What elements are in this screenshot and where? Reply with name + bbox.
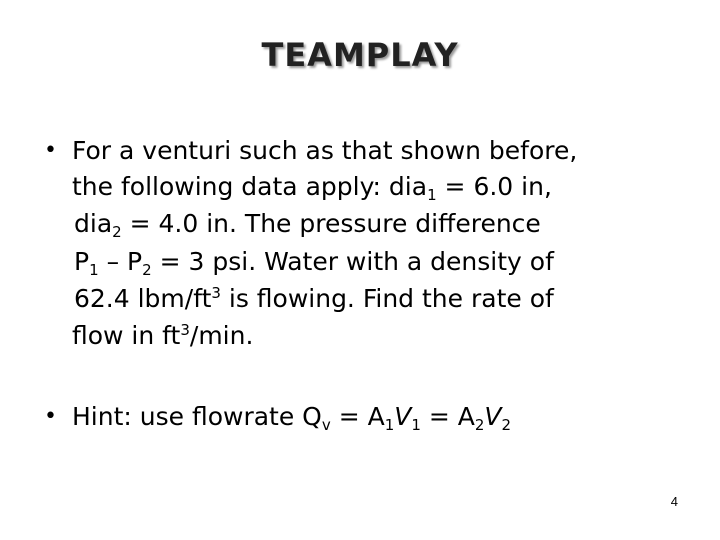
p1-symbol: P [74,247,90,276]
hint-eq-a2: = A [420,402,475,431]
problem-line-1-text: For a venturi such as that shown before, [72,136,578,165]
hint-line [72,398,511,436]
v1-subscript: 1 [411,416,421,434]
problem-line-5 [74,280,554,318]
slide-title: TEAMPLAY [261,36,459,74]
problem-line-4-text: = 3 psi. Water with a density of [151,247,554,276]
ft3-superscript: 3 [211,284,221,302]
problem-line-6 [72,317,253,355]
problem-line-5-text: 62.4 lbm/ft [74,284,212,313]
problem-line-5-tail: is flowing. Find the rate of [220,284,554,313]
qv-subscript: v [321,416,331,434]
problem-line-4 [74,243,554,281]
p1-subscript: 1 [89,261,99,279]
dia2-subscript: 2 [112,223,122,241]
problem-line-3 [74,205,541,243]
problem-line-2 [72,168,552,206]
problem-line-6-tail: /min. [189,321,254,350]
problem-line-6-text: flow in ft [72,321,181,350]
problem-line-2-text: the following data apply: dia [72,172,428,201]
bullet-problem-statement [44,132,664,362]
problem-line-2-value: = 6.0 in, [436,172,552,201]
v1-symbol: V [394,402,412,431]
ft3-superscript-2: 3 [180,321,190,339]
problem-line-1 [72,132,577,170]
page-number: 4 [670,494,678,509]
problem-line-3-text: dia [74,209,113,238]
a1-subscript: 1 [384,416,395,434]
a2-subscript: 2 [474,416,485,434]
hint-eq-a1: = A [330,402,385,431]
bullet-dot: • [44,138,57,163]
p2-subscript: 2 [142,261,152,279]
bullet-hint [44,398,664,438]
v2-subscript: 2 [501,416,512,434]
hint-text: Hint: use flowrate Q [72,402,322,431]
dia1-subscript: 1 [427,186,437,204]
p2-symbol: – P [98,247,143,276]
v2-symbol: V [484,402,502,431]
problem-line-3-value: = 4.0 in. The pressure difference [121,209,541,238]
bullet-dot: • [44,404,57,429]
